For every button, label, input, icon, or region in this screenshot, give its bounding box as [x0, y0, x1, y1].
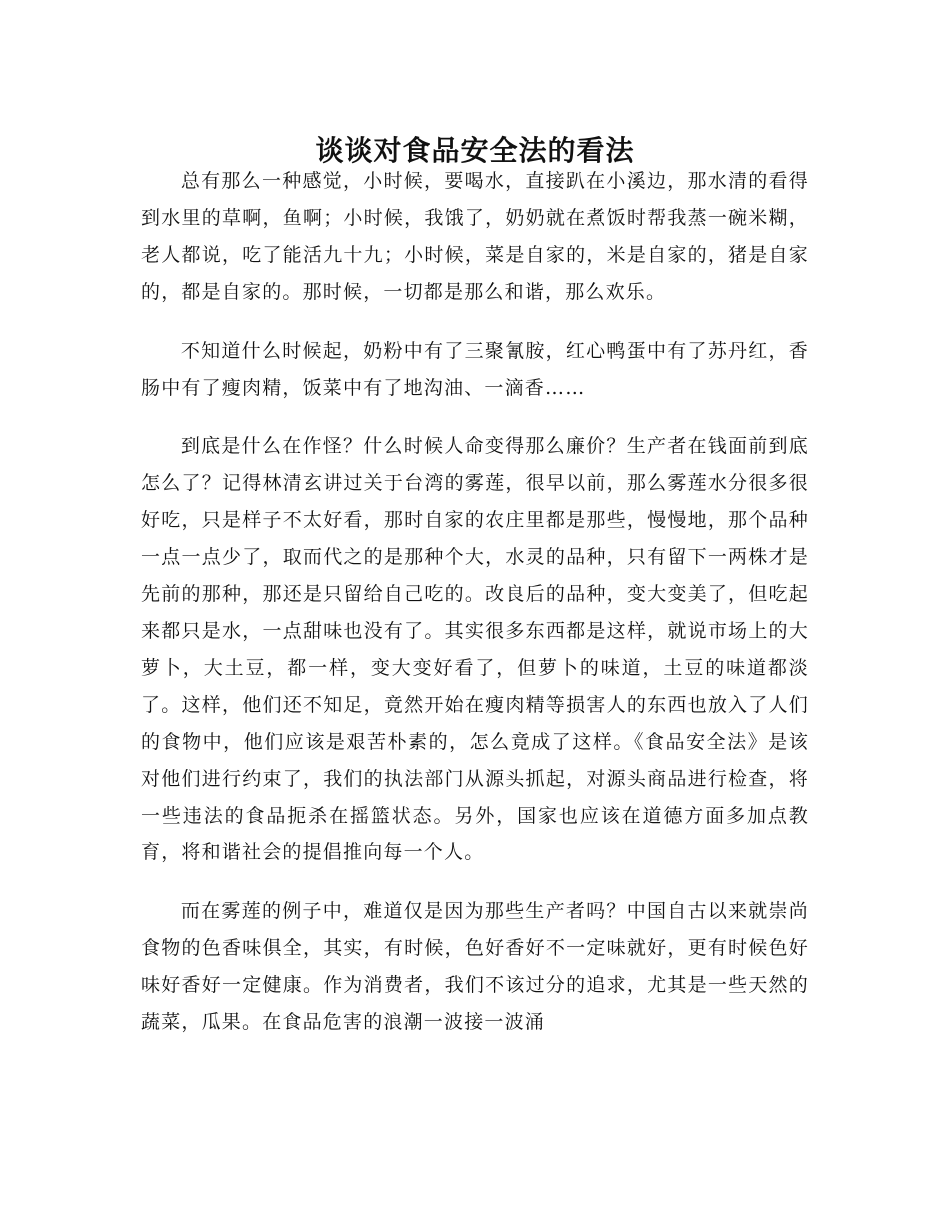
paragraph-3: 到底是什么在作怪？什么时候人命变得那么廉价？生产者在钱面前到底怎么了？记得林清玄讲过关于台湾的雾莲，很早以前，那么雾莲水分很多很好吃，只是样子不太好看，那时自家的农庄里都是那些，慢慢地，那个品种一点一点少了，取而代之的是那种个大，水灵的品种，只有留下一两株才是先前的那种，那还是只留给自己吃的。改良后的品种，变大变美了，但吃起来都只是水，一点甜味也没有了。其实很多东西都是这样，就说市场上的大萝卜，大土豆，都一样，变大变好看了，但萝卜的味道，土豆的味道都淡了。这样，他们还不知足，竟然开始在瘦肉精等损害人的东西也放入了人们的食物中，他们应该是艰苦朴素的，怎么竟成了这样。《食品安全法》是该对他们进行约束了，我们的执法部门从源头抓起，对源头商品进行检查，将一些违法的食品扼杀在摇篮状态。另外，国家也应该在道德方面多加点教育，将和谐社会的提倡推向每一个人。 [141, 435, 809, 864]
document-title: 谈谈对食品安全法的看法 [315, 133, 635, 167]
paragraph-1: 总有那么一种感觉，小时候，要喝水，直接趴在小溪边，那水清的看得到水里的草啊，鱼啊；小时候，我饿了，奶奶就在煮饭时帮我蒸一碗米糊，老人都说，吃了能活九十九；小时候，菜是自家的，米是自家的，猪是自家的，都是自家的。那时候，一切都是那么和谐，那么欢乐。 [141, 170, 809, 303]
paragraph-4: 而在雾莲的例子中，难道仅是因为那些生产者吗？中国自古以来就崇尚食物的色香味俱全，其实，有时候，色好香好不一定味就好，更有时候色好味好香好一定健康。作为消费者，我们不该过分的追求，尤其是一些天然的蔬菜，瓜果。在食品危害的浪潮一波接一波涌 [141, 900, 809, 1034]
document-body [141, 163, 809, 1041]
paragraph-2: 不知道什么时候起，奶粉中有了三聚氰胺，红心鸭蛋中有了苏丹红，香肠中有了瘦肉精，饭菜中有了地沟油、一滴香…… [141, 339, 809, 399]
